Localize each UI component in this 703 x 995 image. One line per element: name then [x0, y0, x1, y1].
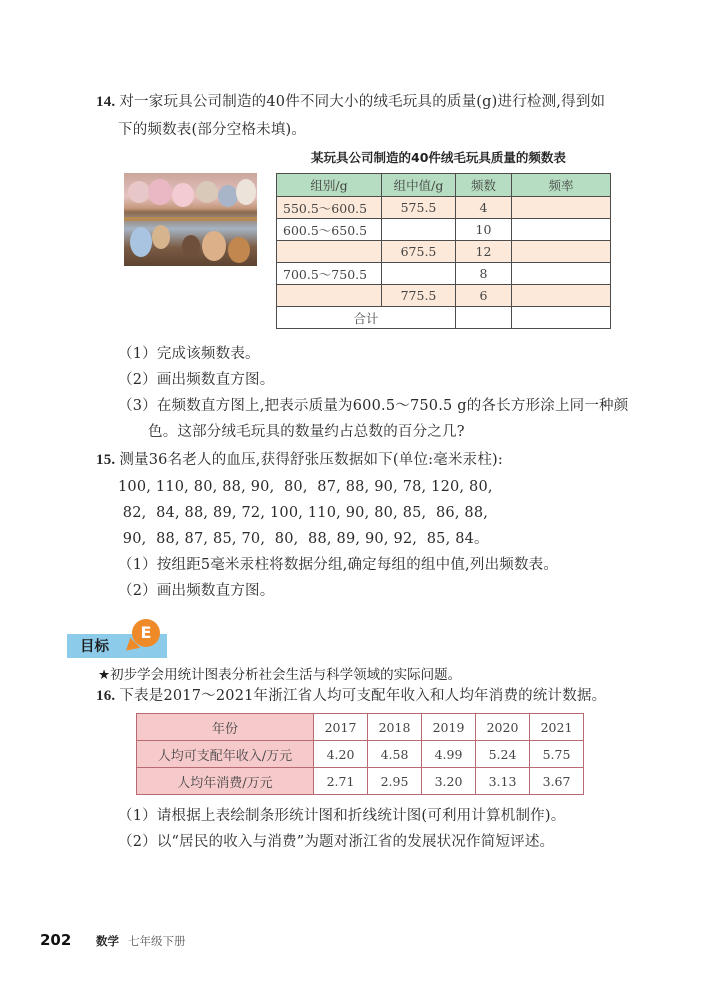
q16-number: 16. — [96, 688, 116, 704]
cell-group — [277, 285, 382, 307]
table-row — [277, 241, 611, 263]
header-year-label: 年份 — [137, 714, 314, 741]
table-row — [277, 197, 611, 219]
header-year: 2018 — [368, 714, 422, 741]
target-goal: ★初步学会用统计图表分析社会生活与科学领域的实际问题。 — [98, 667, 462, 683]
q14-line1 — [96, 92, 605, 112]
q14-sub2: （2）画出频数直方图。 — [118, 372, 275, 388]
target-badge-icon: E — [132, 619, 160, 647]
footer-subject: 数学 — [96, 934, 119, 948]
cell-value: 2.71 — [314, 768, 368, 795]
cell-value: 3.67 — [530, 768, 584, 795]
q16-text: 下表是2017～2021年浙江省人均可支配年收入和人均年消费的统计数据。 — [119, 688, 607, 704]
header-midpoint: 组中值/g — [382, 174, 456, 197]
table-total-row — [277, 307, 611, 329]
q14-number: 14. — [96, 94, 116, 110]
total-label: 合计 — [277, 307, 456, 329]
cell-value: 4.20 — [314, 741, 368, 768]
cell-value: 4.58 — [368, 741, 422, 768]
cell-frequency: 4 — [456, 197, 512, 219]
cell-value: 5.75 — [530, 741, 584, 768]
cell-group — [277, 241, 382, 263]
q14-line2: 下的频数表(部分空格未填)。 — [118, 122, 307, 138]
cell-value: 3.13 — [476, 768, 530, 795]
table-row — [277, 219, 611, 241]
footer-grade: 七年级下册 — [128, 934, 186, 948]
page-number: 202 — [40, 931, 72, 949]
total-frequency — [456, 307, 512, 329]
row-label: 人均可支配年收入/万元 — [137, 741, 314, 768]
header-year: 2019 — [422, 714, 476, 741]
q15-data-line1: 100, 110, 80, 88, 90, 80, 87, 88, 90, 78, 120, 80, — [118, 479, 493, 495]
table-row-consumption — [137, 768, 584, 795]
row-label: 人均年消费/万元 — [137, 768, 314, 795]
header-year: 2021 — [530, 714, 584, 741]
cell-midpoint — [382, 219, 456, 241]
cell-rate — [512, 285, 611, 307]
total-rate — [512, 307, 611, 329]
cell-frequency: 8 — [456, 263, 512, 285]
header-rate: 频率 — [512, 174, 611, 197]
q14-sub3-cont: 色。这部分绒毛玩具的数量约占总数的百分之几? — [148, 424, 465, 440]
cell-rate — [512, 241, 611, 263]
q16-sub2: （2）以“居民的收入与消费”为题对浙江省的发展状况作简短评述。 — [118, 834, 555, 850]
cell-value: 5.24 — [476, 741, 530, 768]
cell-rate — [512, 197, 611, 219]
cell-midpoint: 675.5 — [382, 241, 456, 263]
table-header-row — [277, 174, 611, 197]
cell-frequency: 6 — [456, 285, 512, 307]
target-label: 目标 — [80, 639, 109, 655]
q16-sub1: （1）请根据上表绘制条形统计图和折线统计图(可利用计算机制作)。 — [118, 808, 566, 824]
q14-text: 对一家玩具公司制造的40件不同大小的绒毛玩具的质量(g)进行检测,得到如 — [119, 94, 606, 110]
cell-value: 3.20 — [422, 768, 476, 795]
table-header-row — [137, 714, 584, 741]
plush-toys-photo — [124, 173, 257, 266]
header-year: 2020 — [476, 714, 530, 741]
table-row-income — [137, 741, 584, 768]
table-row — [277, 285, 611, 307]
cell-frequency: 12 — [456, 241, 512, 263]
q15-sub1: （1）按组距5毫米汞柱将数据分组,确定每组的组中值,列出频数表。 — [118, 557, 559, 573]
cell-midpoint: 775.5 — [382, 285, 456, 307]
cell-value: 4.99 — [422, 741, 476, 768]
cell-rate — [512, 219, 611, 241]
q15-text: 测量36名老人的血压,获得舒张压数据如下(单位:毫米汞柱): — [119, 452, 504, 468]
q14-sub3: （3）在频数直方图上,把表示质量为600.5～750.5 g的各长方形涂上同一种颜 — [118, 398, 629, 414]
header-frequency: 频数 — [456, 174, 512, 197]
q15-sub2: （2）画出频数直方图。 — [118, 583, 275, 599]
cell-midpoint: 575.5 — [382, 197, 456, 219]
q15-number: 15. — [96, 452, 116, 468]
frequency-table — [276, 173, 611, 329]
header-group: 组别/g — [277, 174, 382, 197]
header-year: 2017 — [314, 714, 368, 741]
cell-group: 700.5～750.5 — [277, 263, 382, 285]
q15-data-line3: 90, 88, 87, 85, 70, 80, 88, 89, 90, 92, 85, 84。 — [118, 531, 489, 547]
table-row — [277, 263, 611, 285]
q16-intro — [96, 686, 606, 706]
cell-rate — [512, 263, 611, 285]
cell-group: 550.5～600.5 — [277, 197, 382, 219]
cell-group: 600.5～650.5 — [277, 219, 382, 241]
cell-frequency: 10 — [456, 219, 512, 241]
cell-value: 2.95 — [368, 768, 422, 795]
cell-midpoint — [382, 263, 456, 285]
income-consumption-table — [136, 713, 584, 795]
table-caption: 某玩具公司制造的40件绒毛玩具质量的频数表 — [311, 150, 566, 165]
q14-sub1: （1）完成该频数表。 — [118, 346, 260, 362]
q15-data-line2: 82, 84, 88, 89, 72, 100, 110, 90, 80, 85, 86, 88, — [118, 505, 489, 521]
q15-intro — [96, 450, 503, 470]
